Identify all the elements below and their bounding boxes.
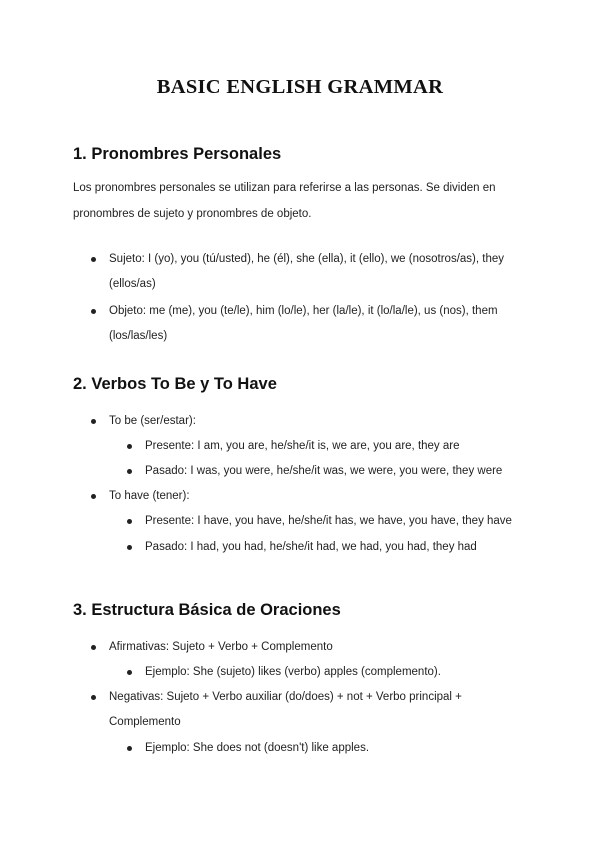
bullet: [127, 670, 132, 675]
section-paragraph-pronombres: Los pronombres personales se utilizan para referirse a las personas. Se dividen en pronombres de sujeto y pronombres de objeto.: [73, 182, 496, 220]
bullet: [127, 545, 132, 550]
list-item-to-have: [109, 484, 529, 509]
section-heading-pronombres: 1. Pronombres Personales: [73, 145, 282, 163]
list-item-text: To be (ser/estar):: [109, 415, 196, 427]
bullet: [127, 469, 132, 474]
list-item-text: Presente: I have, you have, he/she/it has, we have, you have, they have: [145, 515, 512, 527]
list-item-to-be: [109, 409, 529, 434]
bullet: [127, 519, 132, 524]
sub-item-to-have-presente: [145, 509, 545, 534]
document-title: BASIC ENGLISH GRAMMAR: [156, 76, 444, 98]
bullet: [91, 695, 96, 700]
bullet: [91, 645, 96, 650]
bullet: [91, 309, 96, 314]
list-item-text: Afirmativas: Sujeto + Verbo + Complemento: [109, 641, 333, 653]
sub-item-to-be-pasado: [145, 459, 545, 484]
sub-item-to-be-presente: [145, 434, 545, 459]
list-item-text: To have (tener):: [109, 490, 190, 502]
sub-item-to-have-pasado: [145, 535, 545, 560]
sub-item-negativas-ejemplo: [145, 736, 545, 761]
list-item-text: Sujeto: I (yo), you (tú/usted), he (él), she (ella), it (ello), we (nosotros/as), they (ellos/as): [109, 253, 504, 290]
list-item-objeto: [109, 299, 529, 349]
list-item-text: Objeto: me (me), you (te/le), him (lo/le), her (la/le), it (lo/la/le), us (nos), them (los/las/les): [109, 305, 498, 342]
bullet: [91, 494, 96, 499]
list-item-afirmativas: [109, 635, 529, 660]
list-item-text: Ejemplo: She does not (doesn't) like apples.: [145, 742, 370, 754]
list-item-text: Negativas: Sujeto + Verbo auxiliar (do/does) + not + Verbo principal + Complemento: [109, 691, 462, 728]
list-item-text: Presente: I am, you are, he/she/it is, we are, you are, they are: [145, 440, 460, 452]
list-item-text: Ejemplo: She (sujeto) likes (verbo) apples (complemento).: [145, 666, 441, 678]
bullet: [91, 419, 96, 424]
sub-item-afirmativas-ejemplo: [145, 660, 545, 685]
bullet: [127, 746, 132, 751]
list-item-text: Pasado: I had, you had, he/she/it had, we had, you had, they had: [145, 541, 477, 553]
section-heading-estructura: 3. Estructura Básica de Oraciones: [73, 601, 341, 619]
list-item-text: Pasado: I was, you were, he/she/it was, we were, you were, they were: [145, 465, 503, 477]
list-item-sujeto: [109, 247, 529, 297]
section-heading-verbos: 2. Verbos To Be y To Have: [73, 375, 277, 393]
list-item-negativas: [109, 685, 529, 735]
bullet: [91, 257, 96, 262]
bullet: [127, 444, 132, 449]
